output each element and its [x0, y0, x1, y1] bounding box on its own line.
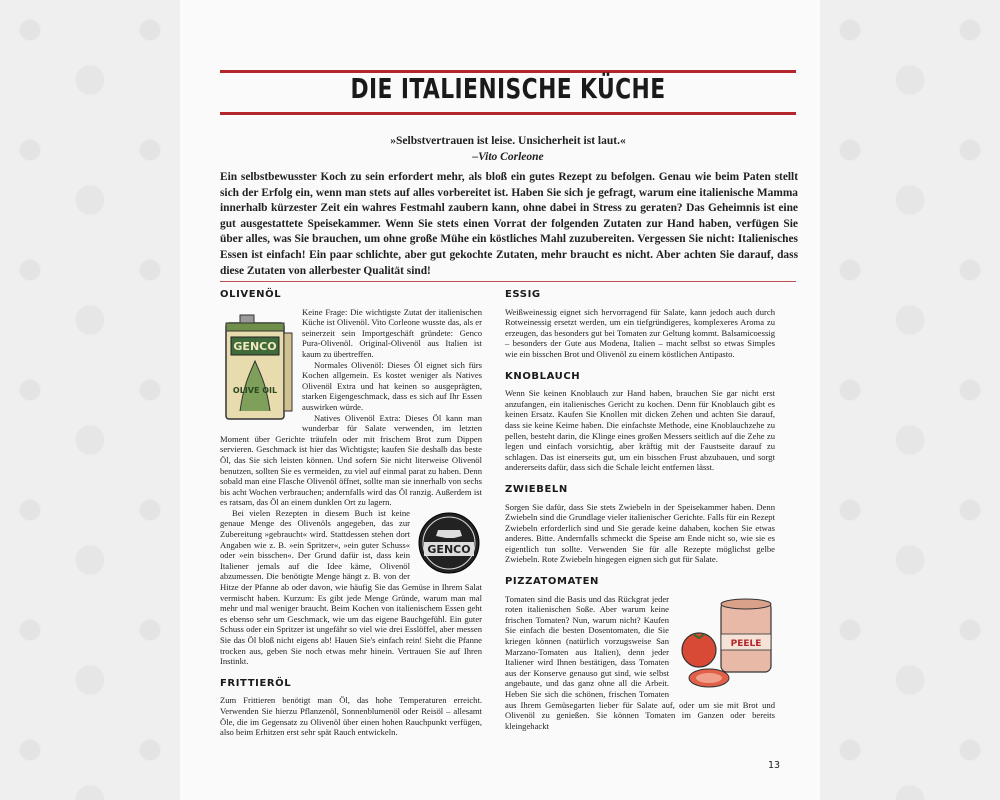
section-zwiebeln [505, 485, 775, 565]
olivenoel-paragraph-3: Natives Olivenöl Extra: Dieses Öl kann man wunderbar für Salate verwenden, im letzten Moment über Gerichte träufeln oder mit frischem Brot zum Dippen servieren. Geschmack ist hier das Wichtigste; kaufen Sie deshalb das beste Öl, das Sie sich leisten können. Und sofern Sie nicht literweise Olivenöl benutzen, sollten Sie es vermeiden, zu viel auf einmal parat zu haben. Denn sobald man eine Flasche Olivenöl öffnet, sollte man sie innerhalb von sechs bis acht Wochen verbrauchen; andernfalls wird das Öl ranzig. Außerdem ist es ratsam, das Öl an einem dunklen Ort zu lagern. [220, 412, 482, 508]
essig-paragraph: Weißweinessig eignet sich hervorragend für Salate, kann jedoch auch durch Rotweinessig ersetzt werden, um ein tiefgründigeres, komplexeres Aroma zu erzeugen, das besonders gut bei Tomaten zur Geltung kommt. Balsamicoessig – besonders der Gute aus Modena, Italien – macht selbst so etwas Simples wie ein bisschen Brot und Olivenöl zu einem köstlichen Antipasto. [505, 306, 775, 359]
section-knoblauch [505, 372, 775, 473]
tomato-can-icon [675, 598, 775, 690]
left-column [220, 290, 482, 750]
intro-paragraph: Ein selbstbewusster Koch zu sein erfordert mehr, als bloß ein gutes Rezept zu befolgen. Genau wie beim Paten stellt sich der Erfolg ein, wenn man stets auf alles vorbereitet ist. Haben Sie sich je gefragt, warum eine italienische Mamma innerhalb kürzester Zeit ein wahres Festmahl zaubern kann, ohne dabei in Stress zu geraten? Das Geheimnis ist eine gut ausgestattete Speisekammer. Wenn Sie stets einen Vorrat der folgenden Zutaten zur Hand haben, verfügen Sie über alles, was Sie brauchen, um ohne große Mühe ein köstliches Mahl zuzubereiten. Vergessen Sie nicht: Italienisches Essen ist einfach! Ein paar schlichte, aber gut gekochte Zutaten, mehr braucht es nicht. Aber achten Sie darauf, dass diese Zutaten von allerbester Qualität sind! [220, 171, 798, 277]
section-heading: KNOBLAUCH [505, 370, 581, 382]
olivenoel-paragraph-1: Keine Frage: Die wichtigste Zutat der italienischen Küche ist Olivenöl. Vito Corleone wusste das, als er seinerzeit sein Importgeschäft gründete: Genco Pura-Olivenöl. Original-Olivenöl aus Italien ist kaum zu übertreffen. [302, 306, 482, 359]
background-left [0, 0, 180, 800]
oil-can-label: OLIVE OIL [232, 385, 278, 395]
page-title: DIE ITALIENISCHE KÜCHE [350, 72, 666, 105]
quote-author: –Vito Corleone [472, 151, 544, 163]
section-heading: ZWIEBELN [505, 483, 568, 495]
zwiebeln-paragraph: Sorgen Sie dafür, dass Sie stets Zwiebeln in der Speisekammer haben. Denn Zwiebeln sind die Grundlage vieler italienischer Gerichte. Falls für ein Rezept Zwiebeln erforderlich sind und Sie gerade keine dahaben, kochen Sie etwas anderes. Bitte. Andernfalls schmeckt die Speise am Ende nicht so, wie sie es eigentlich tun sollte. Verwenden Sie für alle Rezepte möglichst gelbe Zwiebeln. Rote Zwiebeln hingegen eignen sich gut für Salate. [505, 501, 775, 565]
olive-oil-can-icon [220, 313, 294, 423]
right-column [505, 290, 775, 743]
knoblauch-paragraph: Wenn Sie keinen Knoblauch zur Hand haben, brauchen Sie gar nicht erst anzufangen, ein italienisches Gericht zu kochen. Denn für Knoblauch gibt es keinen Ersatz. Kaufen Sie Knollen mit dicken Zehen und achten Sie darauf, dass sie keine Keime haben. Die einfachste Methode, eine Knoblauchzehe zu pellen, besteht darin, die Klinge eines großen Messers seitlich auf die Zehe zu legen und einfach vorsichtig, aber kräftig mit der Faustseite darauf zu schlagen. Das ist einerseits gut, um ein bisschen Frust abzubauen, und sorgt andererseits dafür, dass sich die Schale leicht entfernen lässt. [505, 388, 775, 473]
quote: »Selbstvertrauen ist leise. Unsicherheit ist laut.« [390, 135, 626, 147]
section-heading: FRITTIERÖL [220, 677, 292, 689]
intro-divider [220, 281, 796, 282]
section-essig [505, 290, 775, 360]
section-heading: PIZZATOMATEN [505, 576, 599, 588]
section-heading: OLIVENÖL [220, 289, 282, 300]
section-heading: ESSIG [505, 289, 541, 300]
section-frittieroel [220, 679, 482, 738]
olivenoel-paragraph-2: Normales Olivenöl: Dieses Öl eignet sich fürs Kochen allgemein. Es kostet weniger als Natives Olivenöl Extra und hat keinen so ausgeprägten, starken Eigengeschmack, dass es sich auf Ihr Essen auswirken würde. [302, 359, 482, 412]
genco-badge-icon [416, 510, 482, 576]
frittieroel-paragraph: Zum Frittieren benötigt man Öl, das hohe Temperaturen erreicht. Verwenden Sie hierzu Pflanzenöl, Sonnenblumenöl oder Reisöl – allesamt Öle, die im Gegensatz zu Olivenöl über einen hohen Rauchpunkt verfügen, also beim Erhitzen erst sehr spät Rauch entwickeln. [220, 695, 482, 738]
pizzatomaten-paragraph: Tomaten sind die Basis und das Rückgrat jeder roten italienischen Soße. Aber warum keine frischen Tomaten? Nun, warum nicht? Kaufen Sie einfach die besten Dosentomaten, die Sie kriegen können (natürlich vorzugsweise San Marzano-Tomaten aus Italien), denn jeder Italiener wird Ihnen bestätigen, dass Tomaten aus der Konserve genauso gut sind, wie selbst angebaute, und das ganz ohne all die Arbeit. Heben Sie sich die schönen, frischen Tomaten aus Ihrem Gemüsegarten lieber für Salate auf, oder um sie mit Brot und Olivenöl zu genießen. Sie können Tomaten im Ganzen oder bereits kleingehackt [505, 593, 775, 731]
background-right [820, 0, 1000, 800]
page-number: 13 [768, 760, 781, 771]
tomato-can-label: PEELE [730, 638, 762, 649]
section-pizzatomaten [505, 577, 775, 731]
book-page [180, 0, 820, 800]
oil-can-brand: GENCO [233, 339, 277, 353]
olivenoel-paragraph-4: Bei vielen Rezepten in diesem Buch ist keine genaue Menge des Olivenöls angegeben, das zur Zubereitung »gebraucht« wird. Stattdessen stehen dort Angaben wie z. B. »ein Spritzer«, »ein guter Schuss« oder »ein bisschen«. Der Grund dafür ist, dass kein Italiener jemals auf die Idee käme, Olivenöl abzumessen. Die benötigte Menge hängt z. B. von der Hitze der Pfanne ab oder davon, wie häufig Sie das Gemüse in Ihrem Salat vermischt haben. Kurzum: Es gibt jede Menge Gründe, warum man mal mehr und mal weniger braucht. Beim Kochen von italienischem Essen geht es ebenso sehr um Geschmack, wie um das eigene Bauchgefühl. Ein guter Schuss oder ein Spritzer ist ungefähr so viel wie drei Esslöffel, aber messen Sie das Öl bloß nicht eigens ab! Hauen Sie's einfach rein! Sieht die Pfanne trocken aus, geben Sie noch etwas mehr hinein. Vertrauen Sie auf Ihren Instinkt. [220, 507, 482, 667]
section-olivenoel [220, 290, 482, 667]
title-rule [220, 112, 796, 115]
badge-text: GENCO [427, 542, 471, 556]
